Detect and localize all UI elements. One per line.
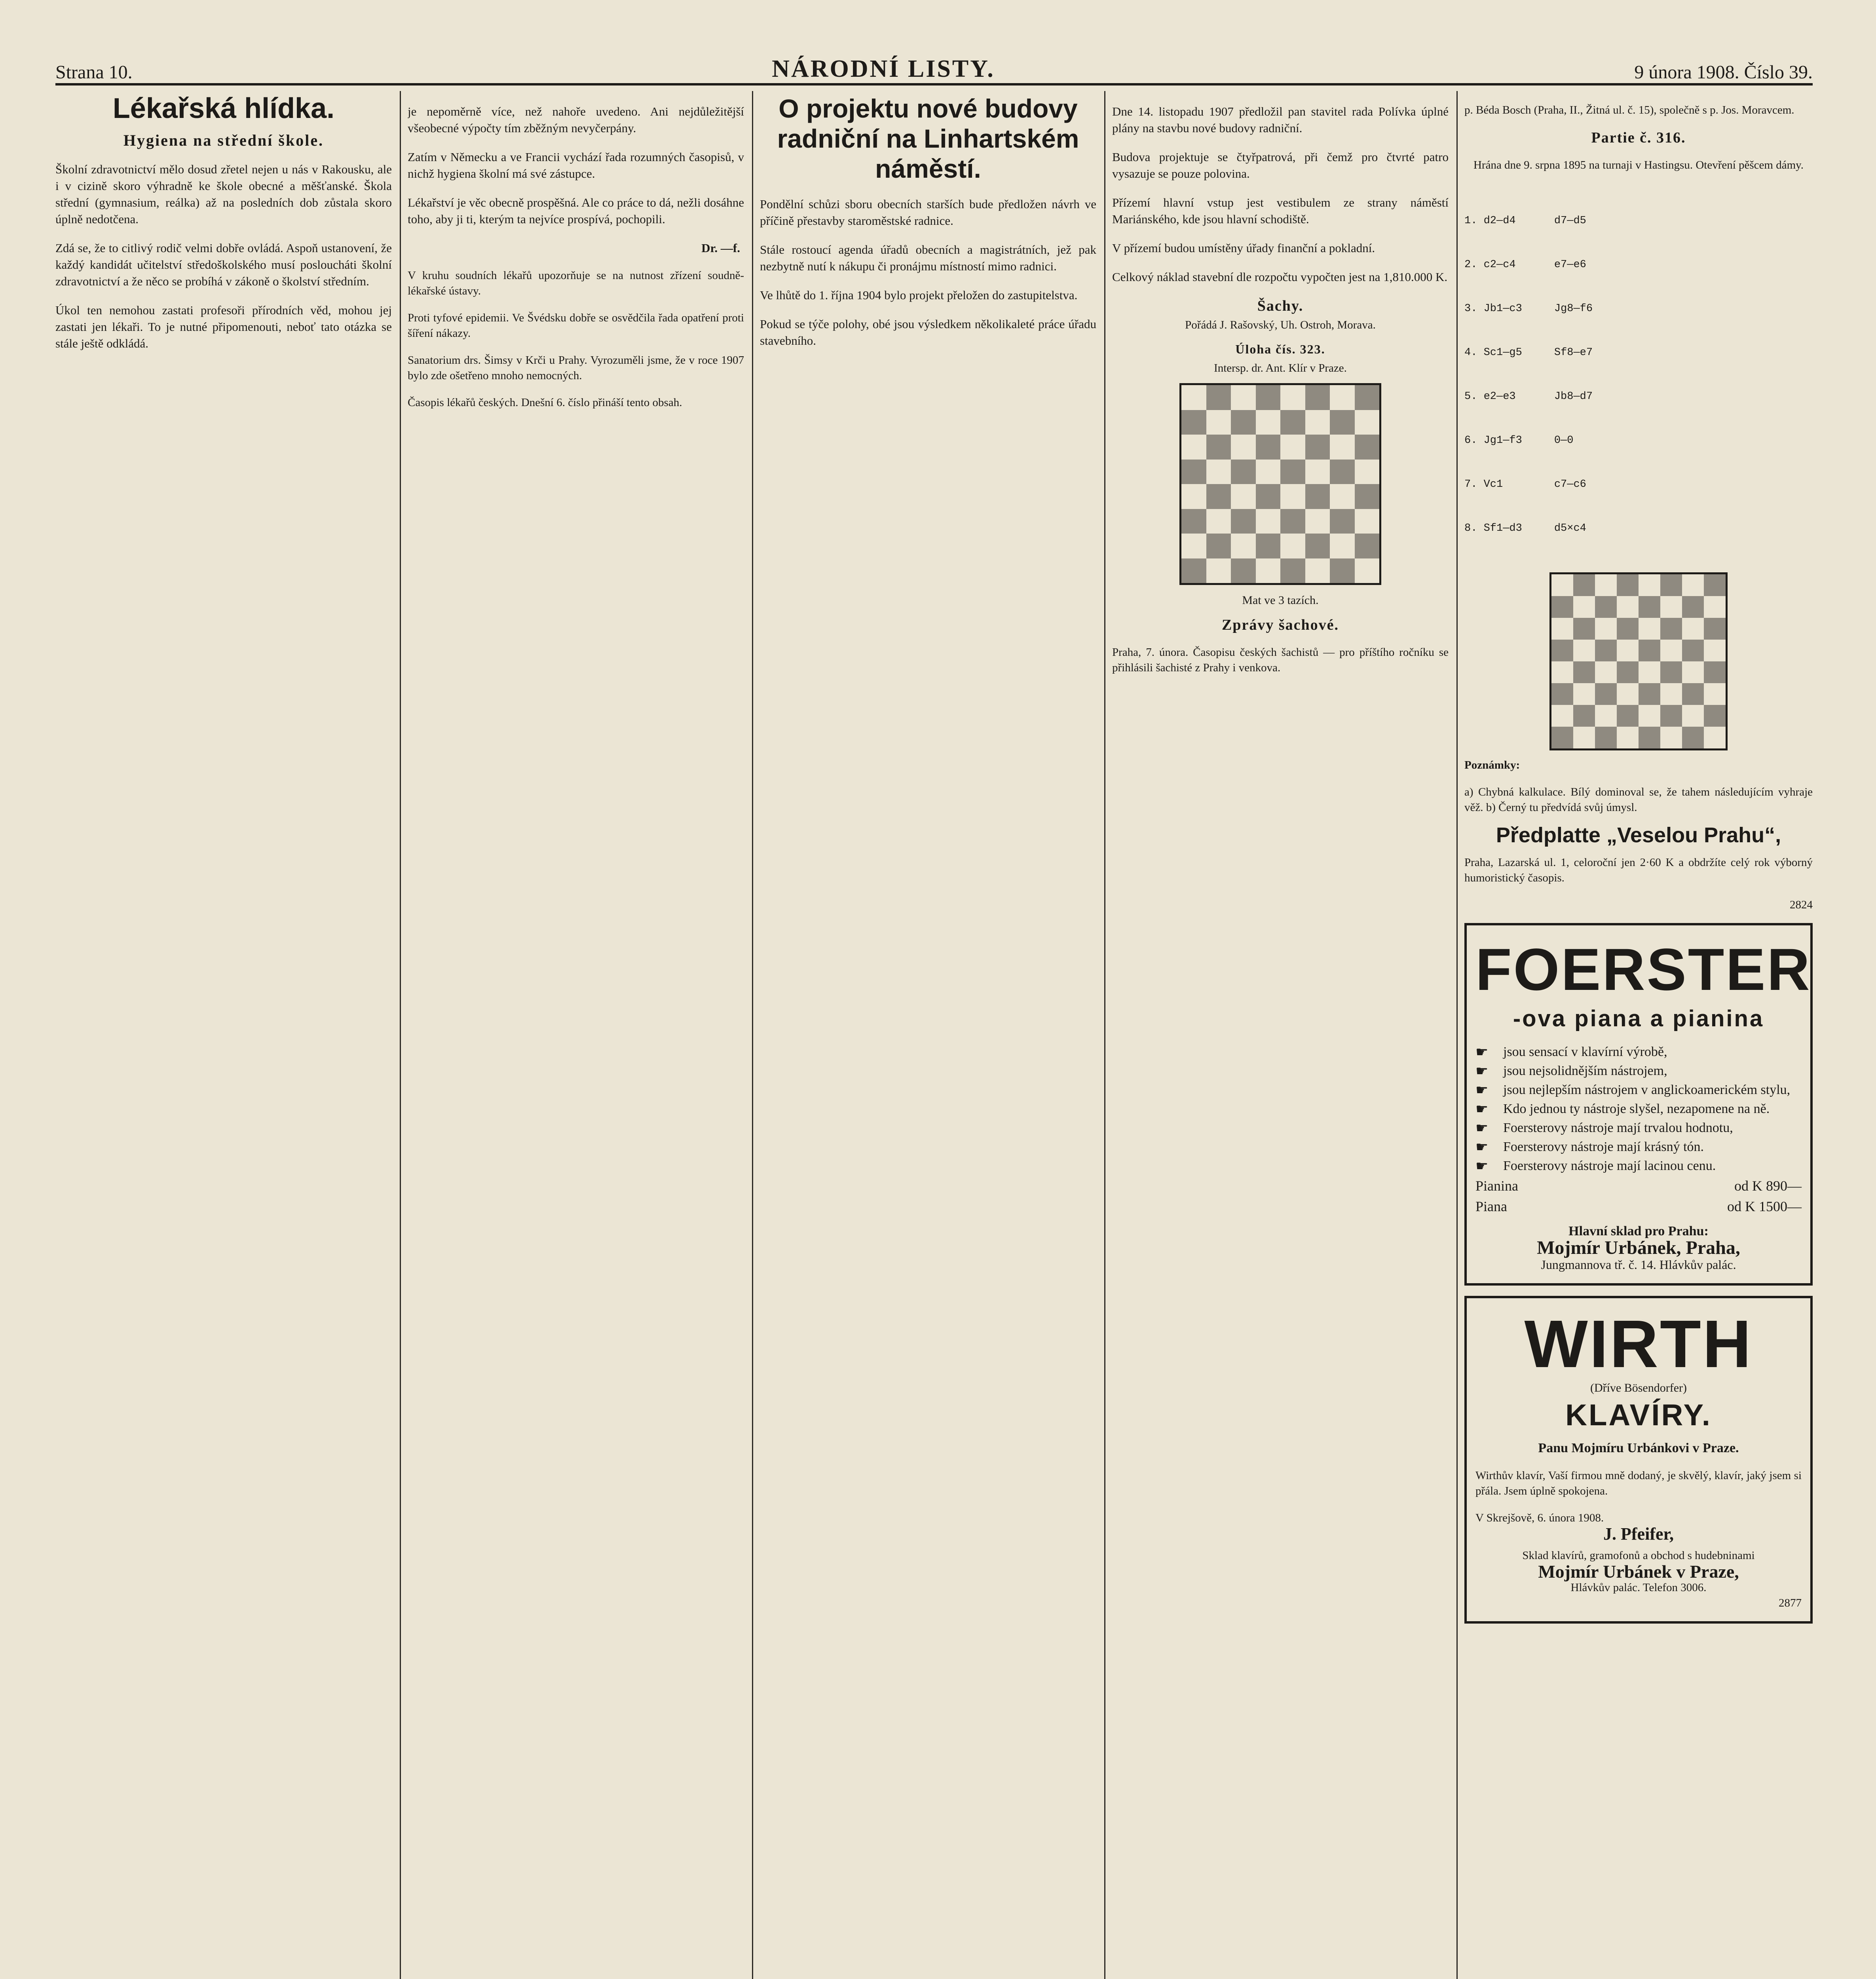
chess-intro: p. Béda Bosch (Praha, II., Žitná ul. č. 15), společně s p. Jos. Moravcem. <box>1464 104 1794 116</box>
chess-square <box>1256 484 1281 509</box>
chess-square <box>1617 683 1639 705</box>
chess-square <box>1330 385 1355 410</box>
chess-square <box>1704 661 1726 683</box>
chess-square <box>1206 484 1231 509</box>
hygiene-subheading: Hygiena na střední škole. <box>123 131 324 149</box>
chess-square <box>1280 558 1305 583</box>
advert-number: 2877 <box>1779 1597 1802 1609</box>
chess-square <box>1551 661 1573 683</box>
party-move: 4. Sc1—g5 Sf8—e7 <box>1464 347 1593 359</box>
pointing-hand-icon: ☛ <box>1475 1101 1489 1117</box>
chess-square <box>1682 683 1704 705</box>
chess-square <box>1355 484 1380 509</box>
author-signature: Dr. —f. <box>701 241 740 255</box>
chess-square <box>1181 484 1206 509</box>
chess-square <box>1573 705 1595 727</box>
chess-square <box>1256 558 1281 583</box>
journal-note: Časopis lékařů českých. Dnešní 6. číslo přináší tento obsah. <box>408 396 682 409</box>
chess-square <box>1573 596 1595 618</box>
chess-square <box>1682 705 1704 727</box>
column-rule <box>400 91 401 1979</box>
column-5 <box>1464 91 1813 1979</box>
chess-square <box>1280 509 1305 534</box>
article-paragraph: je nepoměrně více, než nahoře uvedeno. Ani nejdůležitější všeobecné výpočty tím zběžným nevyčerpány. <box>408 104 744 135</box>
chess-square <box>1330 534 1355 558</box>
chess-square <box>1231 484 1256 509</box>
party-move: 2. c2—c4 e7—e6 <box>1464 259 1586 271</box>
price-row: Pianina od K 890— <box>1475 1178 1802 1194</box>
article-paragraph: Dne 14. listopadu 1907 předložil pan stavitel rada Polívka úplné plány na stavbu nové budovy radniční. <box>1112 104 1449 135</box>
chess-square <box>1551 618 1573 640</box>
party-move: 7. Vc1 c7—c6 <box>1464 479 1586 490</box>
chess-square <box>1330 558 1355 583</box>
chess-square <box>1682 596 1704 618</box>
chess-square <box>1704 705 1726 727</box>
chess-square <box>1660 727 1682 748</box>
foerster-line: ☛ jsou nejsolidnějším nástrojem, <box>1475 1062 1802 1081</box>
chess-square <box>1206 509 1231 534</box>
chess-square <box>1573 683 1595 705</box>
chess-square <box>1330 435 1355 460</box>
chess-square <box>1704 574 1726 596</box>
chess-square <box>1682 618 1704 640</box>
chess-square <box>1660 640 1682 661</box>
chess-square <box>1595 574 1617 596</box>
chess-square <box>1551 596 1573 618</box>
chess-square <box>1330 484 1355 509</box>
chess-square <box>1682 574 1704 596</box>
chess-square <box>1639 574 1660 596</box>
chess-square <box>1573 574 1595 596</box>
chess-problem-caption: Mat ve 3 tazích. <box>1242 594 1319 607</box>
chess-square <box>1551 683 1573 705</box>
column-2 <box>408 91 744 1979</box>
issue-date: 9 února 1908. Číslo 39. <box>1634 62 1813 83</box>
chess-square <box>1231 460 1256 484</box>
chess-square <box>1617 574 1639 596</box>
chess-square <box>1660 683 1682 705</box>
chess-news: Praha, 7. února. Časopisu českých šachistů — pro příštího ročníku se přihlásili šachisté z Prahy i venkova. <box>1112 646 1449 674</box>
wirth-signer: J. Pfeifer, <box>1603 1524 1674 1544</box>
chess-square <box>1704 727 1726 748</box>
chess-square <box>1682 727 1704 748</box>
article-paragraph: Školní zdravotnictví mělo dosud zřetel nejen u nás v Rakousku, ale i v cizině skoro výhradně ke škole obecné a měšťanské. Škola střední (gymnasium, reálka) až na posledních dob zůstala skoro úplně nedotčena. <box>55 162 392 226</box>
party-move: 6. Jg1—f3 0—0 <box>1464 435 1574 446</box>
wirth-footer-address: Hlávkův palác. Telefon 3006. <box>1570 1581 1707 1594</box>
chess-square <box>1639 727 1660 748</box>
chess-square <box>1573 640 1595 661</box>
foerster-line: ☛ Kdo jednou ty nástroje slyšel, nezapomene na ně. <box>1475 1100 1802 1119</box>
chess-square <box>1355 460 1380 484</box>
store-address: Jungmannova tř. č. 14. Hlávkův palác. <box>1541 1257 1736 1272</box>
chess-square <box>1280 460 1305 484</box>
pointing-hand-icon: ☛ <box>1475 1082 1489 1098</box>
foerster-subtitle: -ova piana a pianina <box>1513 1006 1764 1031</box>
chess-square <box>1256 509 1281 534</box>
chess-square <box>1280 435 1305 460</box>
article-paragraph: Stále rostoucí agenda úřadů obecních a magistrátních, jež pak nezbytně nutí k nákupu či pronájmu místností mimo radnici. <box>760 243 1096 273</box>
chess-problem-title: Úloha čís. 323. <box>1235 342 1325 356</box>
chess-square <box>1704 596 1726 618</box>
chess-square <box>1355 435 1380 460</box>
chess-square <box>1704 683 1726 705</box>
advert-title: Předplatte „Veselou Prahu“, <box>1496 823 1781 847</box>
wirth-footer: Sklad klavírů, gramofonů a obchod s hudebninami <box>1522 1549 1755 1562</box>
party-moves <box>1464 184 1813 565</box>
chess-square <box>1280 484 1305 509</box>
article-paragraph: Lékařství je věc obecně prospěšná. Ale co práce to dá, nežli dosáhne toho, aby ji ti, kterým ta nejvíce prospívá, pochopili. <box>408 196 744 226</box>
chess-square <box>1595 683 1617 705</box>
chess-board <box>1179 383 1381 585</box>
advert-text: Praha, Lazarská ul. 1, celoroční jen 2·60 K a obdržíte celý rok výborný humoristický časopis. <box>1464 856 1813 884</box>
foerster-line: ☛ Foersterovy nástroje mají trvalou hodnotu, <box>1475 1119 1802 1138</box>
chess-square <box>1660 705 1682 727</box>
article-paragraph: Zatím v Německu a ve Francii vychází řada rozumných časopisů, v nichž hygiena školní má své zástupce. <box>408 150 744 180</box>
chess-problem-author: Intersp. dr. Ant. Klír v Praze. <box>1214 362 1347 374</box>
chess-square <box>1595 618 1617 640</box>
chess-square <box>1660 574 1682 596</box>
chess-square <box>1256 534 1281 558</box>
foerster-line: ☛ jsou sensací v klavírní výrobě, <box>1475 1043 1802 1062</box>
chess-square <box>1330 460 1355 484</box>
column-3 <box>760 91 1096 1979</box>
article-paragraph: Přízemí hlavní vstup jest vestibulem ze strany náměstí Mariánského, kde jsou hlavní schodiště. <box>1112 196 1449 226</box>
pointing-hand-icon: ☛ <box>1475 1120 1489 1136</box>
chess-square <box>1231 558 1256 583</box>
pointing-hand-icon: ☛ <box>1475 1063 1489 1079</box>
chess-square <box>1595 661 1617 683</box>
article-paragraph: Budova projektuje se čtyřpatrová, při čemž pro čtvrté patro vysazuje se pouze polovina. <box>1112 150 1449 180</box>
party-move: 1. d2—d4 d7—d5 <box>1464 215 1586 227</box>
foerster-brand: FOERSTER <box>1475 936 1811 1003</box>
chess-square <box>1305 509 1330 534</box>
chess-square <box>1256 410 1281 435</box>
wirth-footer-name: Mojmír Urbánek v Praze, <box>1538 1561 1739 1582</box>
chess-square <box>1660 596 1682 618</box>
chess-square <box>1206 410 1231 435</box>
pointing-hand-icon: ☛ <box>1475 1139 1489 1155</box>
chess-square <box>1256 435 1281 460</box>
chess-square <box>1682 640 1704 661</box>
chess-square <box>1231 534 1256 558</box>
chess-square <box>1231 410 1256 435</box>
store-name: Mojmír Urbánek, Praha, <box>1537 1237 1740 1258</box>
chess-square <box>1305 558 1330 583</box>
article-paragraph: Zdá se, že to citlivý rodič velmi dobře ovládá. Aspoň ustanovení, že každý kandidát učitelství středoškolského musí posloucháti školní zdravotnictví a že něco se probíhá v zákoně o školství středním. <box>55 241 392 288</box>
article-paragraph: Úkol ten nemohou zastati profesoři přírodních věd, mohou jej zastati jen lékaři. To je nutné připomenouti, neboť tato otázka se stále ještě odkládá. <box>55 303 392 350</box>
chess-square <box>1639 683 1660 705</box>
chess-heading: Šachy. <box>1257 298 1304 314</box>
chess-square <box>1573 618 1595 640</box>
advert-wirth <box>1464 1296 1813 1624</box>
chess-square <box>1305 410 1330 435</box>
chess-square <box>1639 618 1660 640</box>
chess-square <box>1551 640 1573 661</box>
chess-square <box>1231 385 1256 410</box>
pointing-hand-icon: ☛ <box>1475 1158 1489 1174</box>
chess-square <box>1595 727 1617 748</box>
chess-square <box>1639 705 1660 727</box>
chess-square <box>1231 509 1256 534</box>
column-rule <box>1104 91 1105 1979</box>
article-paragraph: V přízemí budou umístěny úřady finanční a pokladní. <box>1112 241 1375 255</box>
chess-square <box>1181 534 1206 558</box>
chess-square <box>1595 596 1617 618</box>
article-paragraph: Celkový náklad stavební dle rozpočtu vypočten jest na 1,810.000 K. <box>1112 270 1448 284</box>
wirth-place: V Skrejšově, 6. února 1908. <box>1475 1512 1604 1524</box>
chess-square <box>1355 410 1380 435</box>
chess-square <box>1206 534 1231 558</box>
wirth-recipient: Panu Mojmíru Urbánkovi v Praze. <box>1538 1441 1739 1455</box>
advert-vesela-praha <box>1464 823 1813 913</box>
chess-square <box>1280 534 1305 558</box>
paper-name: NÁRODNÍ LISTY. <box>772 55 995 82</box>
chess-square <box>1206 385 1231 410</box>
page-number: Strana 10. <box>55 62 133 83</box>
chess-square <box>1256 460 1281 484</box>
chess-square <box>1617 661 1639 683</box>
chess-square <box>1280 385 1305 410</box>
chess-square <box>1355 385 1380 410</box>
chess-square <box>1305 460 1330 484</box>
town-hall-heading: O projektu nové budovy radniční na Linhartském náměstí. <box>777 94 1079 183</box>
wirth-brand: WIRTH <box>1524 1307 1753 1382</box>
foerster-line: ☛ jsou nejlepším nástrojem v anglickoamerickém stylu, <box>1475 1081 1802 1100</box>
masthead <box>55 47 1813 85</box>
wirth-subtitle: KLAVÍRY. <box>1565 1398 1712 1432</box>
column-rule <box>1456 91 1458 1979</box>
chess-square <box>1305 385 1330 410</box>
article-paragraph: Pondělní schůzi sboru obecních starších bude předložen návrh ve příčině přestavby staroměstské radnice. <box>760 197 1096 228</box>
chess-square <box>1573 661 1595 683</box>
chess-square <box>1617 596 1639 618</box>
article-paragraph: Ve lhůtě do 1. října 1904 bylo projekt přeložen do zastupitelstva. <box>760 288 1078 302</box>
chess-editor: Pořádá J. Rašovský, Uh. Ostroh, Morava. <box>1185 319 1376 331</box>
news-item: Sanatorium drs. Šimsy v Krči u Prahy. Vyrozuměli jsme, že v roce 1907 bylo zde ošetřeno mnoho nemocných. <box>408 354 744 382</box>
chess-square <box>1206 558 1231 583</box>
chess-square <box>1181 558 1206 583</box>
wirth-note: (Dříve Bösendorfer) <box>1590 1381 1687 1394</box>
chess-square <box>1595 640 1617 661</box>
chess-square <box>1660 618 1682 640</box>
chess-square <box>1355 558 1380 583</box>
chess-square <box>1551 727 1573 748</box>
chess-square <box>1305 484 1330 509</box>
party-move: 5. e2—e3 Jb8—d7 <box>1464 391 1593 403</box>
chess-square <box>1682 661 1704 683</box>
chess-notes: a) Chybná kalkulace. Bílý dominoval se, že tahem následujícím vyhraje věž. b) Černý tu předvídá svůj úmysl. <box>1464 786 1813 814</box>
chess-square <box>1181 385 1206 410</box>
news-item: V kruhu soudních lékařů upozorňuje se na nutnost zřízení soudně-lékařské ústavy. <box>408 269 744 297</box>
chess-square <box>1280 410 1305 435</box>
notes-title: Poznámky: <box>1464 759 1520 771</box>
chess-square <box>1617 727 1639 748</box>
chess-square <box>1617 705 1639 727</box>
chess-position-board <box>1549 572 1728 750</box>
chess-square <box>1704 618 1726 640</box>
chess-square <box>1573 727 1595 748</box>
chess-square <box>1181 460 1206 484</box>
chess-square <box>1330 410 1355 435</box>
store-label: Hlavní sklad pro Prahu: <box>1568 1224 1709 1238</box>
chess-square <box>1231 435 1256 460</box>
foerster-line: ☛ Foersterovy nástroje mají lacinou cenu. <box>1475 1157 1802 1176</box>
chess-square <box>1206 435 1231 460</box>
chess-square <box>1639 596 1660 618</box>
chess-square <box>1181 509 1206 534</box>
chess-square <box>1355 534 1380 558</box>
chess-square <box>1305 534 1330 558</box>
chess-square <box>1206 460 1231 484</box>
news-item: Proti tyfové epidemii. Ve Švédsku dobře se osvědčila řada opatření proti šíření nákazy. <box>408 311 744 340</box>
advert-foerster <box>1464 923 1813 1286</box>
chess-square <box>1617 640 1639 661</box>
foerster-line: ☛ Foersterovy nástroje mají krásný tón. <box>1475 1138 1802 1157</box>
chess-square <box>1704 640 1726 661</box>
chess-square <box>1551 705 1573 727</box>
chess-news-title: Zprávy šachové. <box>1222 617 1339 633</box>
wirth-testimonial: Wirthův klavír, Vaší firmou mně dodaný, je skvělý, klavír, jaký jsem si přála. Jsem úplně spokojena. <box>1475 1469 1802 1497</box>
article-paragraph: Pokud se týče polohy, obé jsou výsledkem několikaleté práce úřadu stavebního. <box>760 317 1096 348</box>
chess-square <box>1595 705 1617 727</box>
chess-square <box>1305 435 1330 460</box>
advert-number: 2824 <box>1790 898 1813 911</box>
column-4 <box>1112 91 1449 1979</box>
party-title: Partie č. 316. <box>1591 129 1686 146</box>
chess-square <box>1181 435 1206 460</box>
chess-square <box>1181 410 1206 435</box>
medical-heading: Lékařská hlídka. <box>112 93 335 124</box>
chess-square <box>1660 661 1682 683</box>
chess-square <box>1355 509 1380 534</box>
column-rule <box>752 91 753 1979</box>
party-move: 3. Jb1—c3 Jg8—f6 <box>1464 303 1593 315</box>
column-1 <box>55 91 392 1979</box>
party-move: 8. Sf1—d3 d5×c4 <box>1464 522 1586 534</box>
chess-square <box>1617 618 1639 640</box>
chess-square <box>1639 640 1660 661</box>
party-info: Hrána dne 9. srpna 1895 na turnaji v Hastingsu. Otevření pěšcem dámy. <box>1473 159 1804 171</box>
chess-square <box>1639 661 1660 683</box>
chess-square <box>1551 574 1573 596</box>
chess-square <box>1256 385 1281 410</box>
price-row: Piana od K 1500— <box>1475 1198 1802 1214</box>
pointing-hand-icon: ☛ <box>1475 1044 1489 1060</box>
chess-square <box>1330 509 1355 534</box>
